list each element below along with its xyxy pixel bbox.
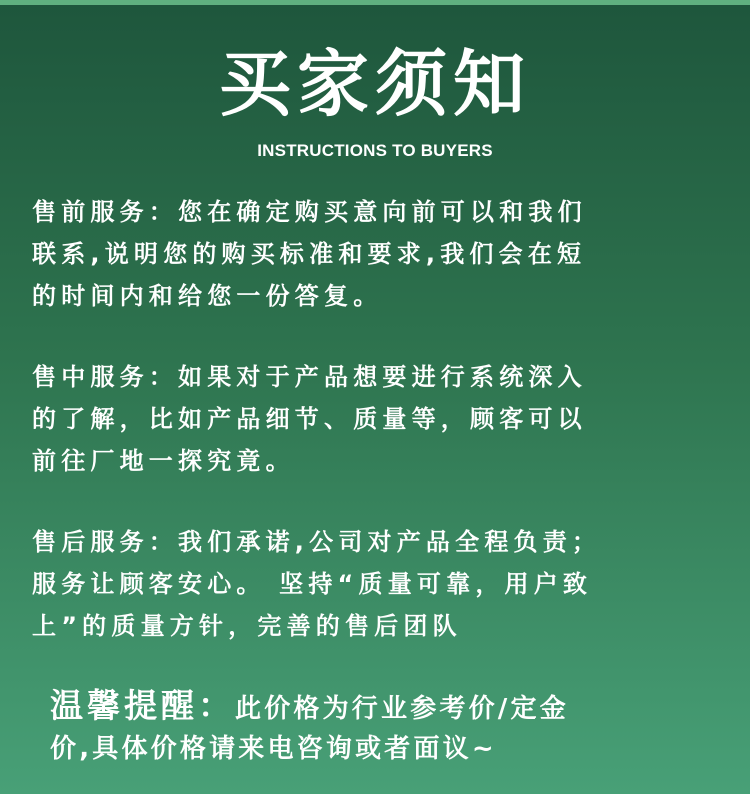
after-sale-service-section: [32, 521, 722, 647]
section-line: 联系,说明您的购买标准和要求,我们会在短: [32, 240, 587, 268]
reminder-text: 此价格为行业参考价/定金: [235, 694, 569, 724]
reminder-line-2: 价,具体价格请来电咨询或者面议~: [50, 734, 497, 764]
section-line: 售中服务：如果对于产品想要进行系统深入: [32, 363, 587, 391]
section-line: 的了解，比如产品细节、质量等，顾客可以: [32, 405, 587, 433]
pre-sale-service-section: [32, 191, 722, 317]
price-reminder: [50, 686, 720, 769]
section-line: 售后服务：我们承诺,公司对产品全程负责；: [32, 528, 602, 556]
page-title: 买家须知: [218, 42, 531, 126]
section-line: 的时间内和给您一份答复。: [32, 282, 383, 310]
reminder-label: 温馨提醒：: [50, 686, 235, 725]
reminder-line-1: [50, 686, 720, 729]
page-subtitle: INSTRUCTIONS TO BUYERS: [257, 141, 493, 160]
section-line: 上”的质量方针，完善的售后团队: [32, 612, 462, 640]
section-line: 前往厂地一探究竟。: [32, 447, 295, 475]
in-sale-service-section: [32, 356, 722, 482]
section-line: 服务让顾客安心。 坚持“质量可靠，用户致: [32, 570, 593, 598]
section-line: 售前服务：您在确定购买意向前可以和我们: [32, 198, 587, 226]
top-accent-strip: [0, 0, 750, 5]
